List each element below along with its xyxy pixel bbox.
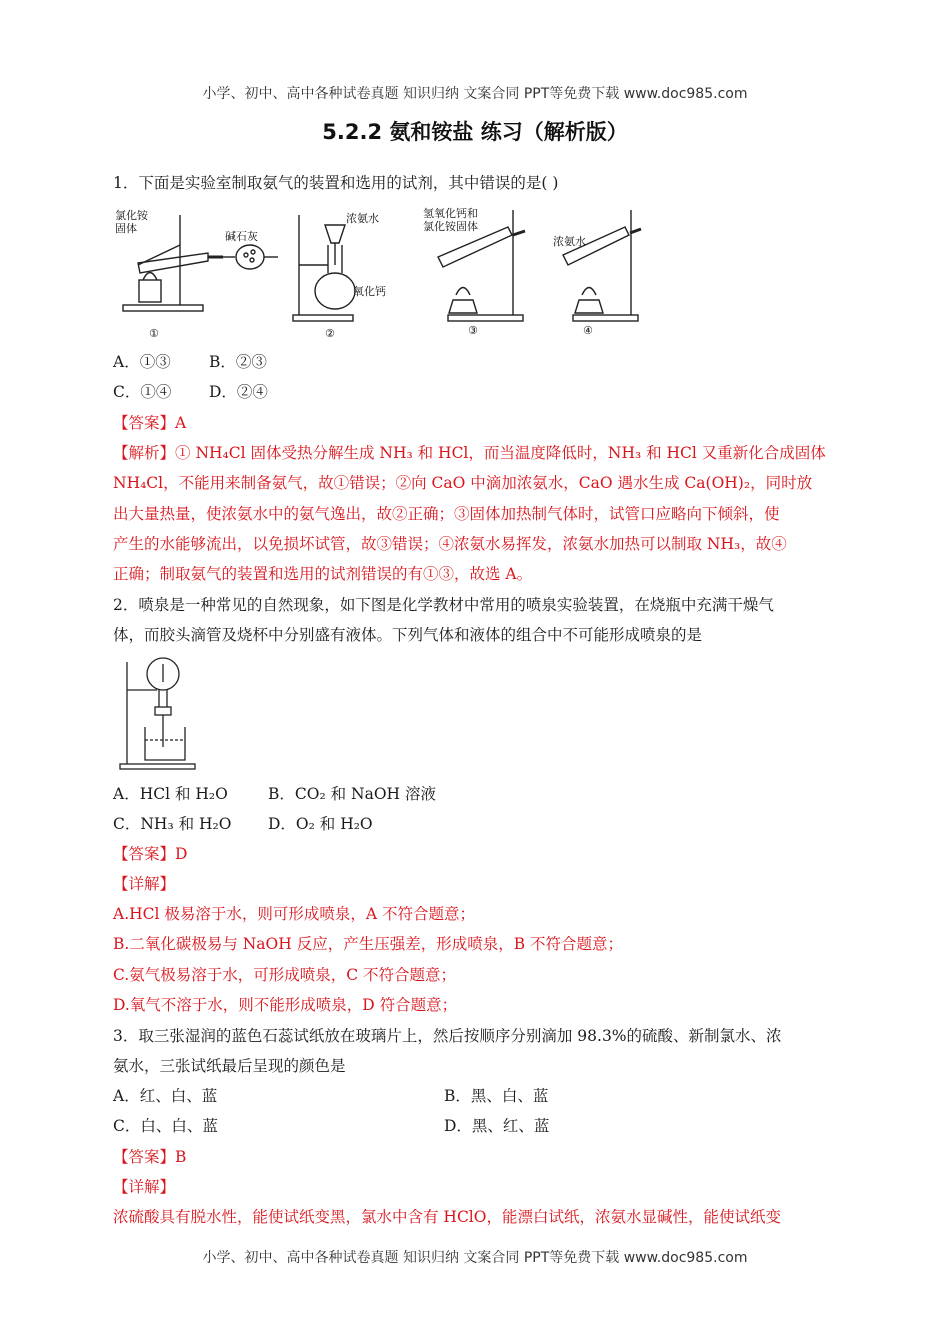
q3-option-d: D．黑、红、蓝 <box>444 1117 550 1135</box>
q1-stem: 1．下面是实验室制取氨气的装置和选用的试剂，其中错误的是( ) <box>113 174 559 192</box>
q1-option-c: C．①④ <box>113 383 172 401</box>
q1-explanation-body: ① NH₄Cl 固体受热分解生成 NH₃ 和 HCl，而当温度降低时，NH₃ 和 HCl 又重新化合成固体 <box>175 444 826 462</box>
page-footer: 小学、初中、高中各种试卷真题 知识归纳 文案合同 PPT等免费下载 www.doc985.com <box>202 1250 748 1266</box>
q2-stem-2: 体，而胶头滴管及烧杯中分别盛有液体。下列气体和液体的组合中不可能形成喷泉的是 <box>113 626 703 644</box>
q1-explanation-line-4: 产生的水能够流出，以免损坏试管，故③错误；④浓氨水易挥发，浓氨水加热可以制取 NH₃，故④ <box>113 535 787 553</box>
label-cao: 氧化钙 <box>353 285 386 298</box>
q2-option-d: D．O₂ 和 H₂O <box>268 815 373 833</box>
q3-option-a: A．红、白、蓝 <box>113 1087 218 1105</box>
q2-detail-a: A.HCl 极易溶于水，则可形成喷泉，A 不符合题意； <box>113 905 476 923</box>
q3-option-b: B．黑、白、蓝 <box>444 1087 549 1105</box>
label-nh4cl: 氯化铵 <box>115 209 148 222</box>
label-soda-lime: 碱石灰 <box>225 230 258 243</box>
q2-detail-c: C.氨气极易溶于水，可形成喷泉，C 不符合题意； <box>113 966 457 984</box>
label-ammonia-water-4: 浓氨水 <box>553 235 586 248</box>
q1-option-b: B．②③ <box>209 353 267 371</box>
q2-detail-tag: 【详解】 <box>113 875 176 893</box>
q1-explanation-line-1 <box>113 442 843 464</box>
q1-explanation-line-5: 正确；制取氨气的装置和选用的试剂错误的有①③，故选 A。 <box>113 565 533 583</box>
label-ammonium-solid: 氯化铵固体 <box>423 220 478 233</box>
page-title: 5.2.2 氨和铵盐 练习（解析版） <box>322 120 628 144</box>
q2-detail-b: B.二氧化碳极易与 NaOH 反应，产生压强差，形成喷泉，B 不符合题意； <box>113 935 624 953</box>
q1-answer: 【答案】A <box>113 414 187 432</box>
q3-detail-tag: 【详解】 <box>113 1178 176 1196</box>
label-caoh2-nh4cl: 氢氧化钙和 <box>423 207 478 220</box>
label-ammonia-water-2: 浓氨水 <box>346 212 379 225</box>
q2-stem-1: 2．喷泉是一种常见的自然现象，如下图是化学教材中常用的喷泉实验装置，在烧瓶中充满干燥气 <box>113 596 774 614</box>
q2-option-c: C．NH₃ 和 H₂O <box>113 815 232 833</box>
q1-explanation-line-2: NH₄Cl，不能用来制备氨气，故①错误；②向 CaO 中滴加浓氨水，CaO 遇水生成 Ca(OH)₂，同时放 <box>113 474 813 492</box>
q2-option-a: A．HCl 和 H₂O <box>113 785 228 803</box>
label-num-3: ③ <box>468 324 478 337</box>
q1-explanation-tag: 【解析】 <box>113 444 176 462</box>
q1-option-d: D．②④ <box>209 383 268 401</box>
q3-option-c: C．白、白、蓝 <box>113 1117 218 1135</box>
q3-detail-line-1: 浓硫酸具有脱水性，能使试纸变黑，氯水中含有 HClO，能漂白试纸，浓氨水显碱性，能使试纸变 <box>113 1208 781 1226</box>
q3-stem-2: 氨水，三张试纸最后呈现的颜色是 <box>113 1057 346 1075</box>
label-num-1: ① <box>149 327 159 340</box>
q1-explanation-line-3: 出大量热量，使浓氨水中的氨气逸出，故②正确；③固体加热制气体时，试管口应略向下倾斜，使 <box>113 505 780 523</box>
q1-option-a: A．①③ <box>113 353 171 371</box>
page-header: 小学、初中、高中各种试卷真题 知识归纳 文案合同 PPT等免费下载 www.doc985.com <box>202 86 748 102</box>
q3-answer: 【答案】B <box>113 1148 187 1166</box>
q1-apparatus-figure <box>113 205 643 340</box>
q2-fountain-apparatus-figure <box>115 652 205 772</box>
label-num-2: ② <box>325 327 335 340</box>
q2-detail-d: D.氧气不溶于水，则不能形成喷泉，D 符合题意； <box>113 996 458 1014</box>
q3-stem-1: 3．取三张湿润的蓝色石蕊试纸放在玻璃片上，然后按顺序分别滴加 98.3%的硫酸、新制氯水、浓 <box>113 1027 782 1045</box>
q2-answer: 【答案】D <box>113 845 188 863</box>
q2-option-b: B．CO₂ 和 NaOH 溶液 <box>268 785 436 803</box>
label-num-4: ④ <box>583 324 593 337</box>
label-solid: 固体 <box>115 222 137 235</box>
